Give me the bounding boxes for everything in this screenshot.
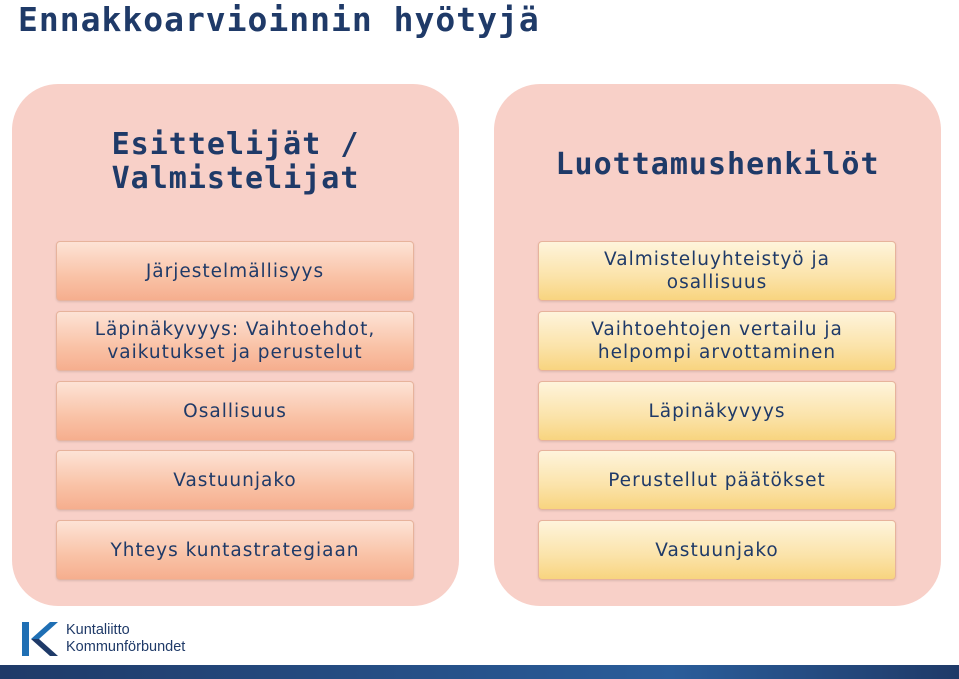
kuntaliitto-logo [20,620,200,658]
right-item-1: Valmisteluyhteistyö ja osallisuus [538,241,896,301]
right-item-4: Perustellut päätökset [538,450,896,510]
left-item-1: Järjestelmällisyys [56,241,414,301]
kuntaliitto-k-icon [20,620,60,658]
logo-text: Kuntaliitto Kommunförbundet [66,622,186,655]
right-item-5: Vastuunjako [538,520,896,580]
left-item-4: Vastuunjako [56,450,414,510]
left-panel-heading: Esittelijät / Valmistelijat [111,127,360,196]
right-item-3: Läpinäkyvyys [538,381,896,441]
right-panel [494,84,941,606]
footer-bar [0,665,959,679]
left-item-5: Yhteys kuntastrategiaan [56,520,414,580]
left-panel [12,84,459,606]
left-item-3: Osallisuus [56,381,414,441]
page-title: Ennakkoarvioinnin hyötyjä [18,0,540,39]
left-item-2: Läpinäkyvyys: Vaihtoehdot, vaikutukset ja perustelut [56,311,414,371]
right-panel-heading: Luottamushenkilöt [555,147,880,182]
right-item-2: Vaihtoehtojen vertailu ja helpompi arvottaminen [538,311,896,371]
